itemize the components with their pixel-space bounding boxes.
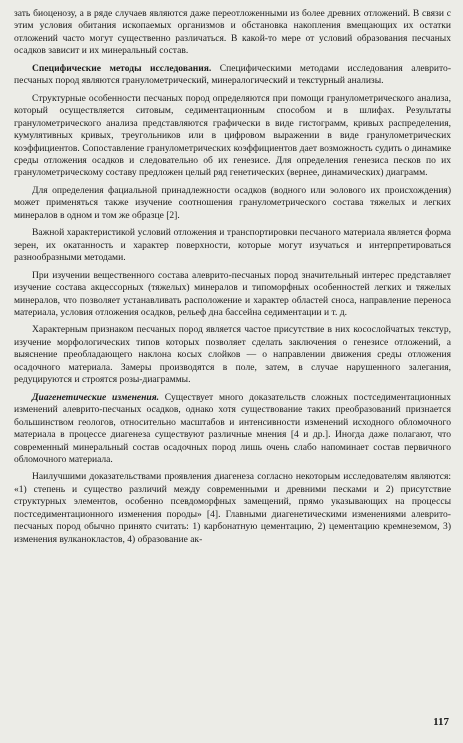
paragraph-cross-bedding: Характерным признаком песчаных пород является частое присутствие в них косослойчатых текстур, изучение морфологических типов которых позволяет сделать заключения о генезисе отложений, а выяснение преобладающего наклона косых слойков — о направлении движения среды отложения осадочного материала. Замеры производятся в поле, затем, в случае нарушенного залегания, редуцируются и строятся розы-диаграммы. — [14, 324, 451, 386]
paragraph-diagenetic-changes — [14, 392, 451, 467]
paragraph-mineral-composition: При изучении вещественного состава алеврито-песчаных пород значительный интерес представляет изучение состава акцессорных (тяжелых) минералов и типоморфных особенностей легких и тяжелых минералов, что позволяет устанавливать расположение и характер областей сноса, направление переноса материала, условия отложения осадков, рельеф дна бассейна седиментации и т. д. — [14, 269, 451, 318]
paragraph-grain-shape: Важной характеристикой условий отложения и транспортировки песчаного материала является форма зерен, их окатанность и характер поверхности, которые могут изучаться и интерпретироваться разнообразными методами. — [14, 227, 451, 264]
paragraph-continuation: зать биоценозу, а в ряде случаев являются даже переотложенными из более древних отложений. В связи с этим условия обитания ископаемых организмов и обстановка накопления вмещающих их остатки отложений часто могут существенно различаться. В какой-то мере от условий образования песчаных осадков зависит и их минеральный состав. — [14, 8, 451, 57]
paragraph-facies: Для определения фациальной принадлежности осадков (водного или эолового их происхождения) может применяться также изучение соотношения гранулометрического состава тяжелых и легких минералов в одном и том же образце [2]. — [14, 184, 451, 221]
paragraph-text: Существует много доказательств сложных постседиментационных изменений алеврито-песчаных осадков, однако хотя существование таких преобразований признается большинством геологов, относительно масштабов и интенсивности изменений исходного обломочного материала в процессе диагенеза существуют различные мнения [4 и др.]. Иногда даже полагают, что современный минеральный состав осадочных пород лишь очень слабо напоминает состав первичного обломочного материала. — [14, 391, 451, 465]
paragraph-text: Специфическими методами исследования алеврито-песчаных пород являются гранулометрический, минералогический и текстурный анализы. — [14, 62, 451, 87]
section-heading-specific-methods: Специфические методы исследования. — [32, 62, 212, 74]
paragraph-granulometry: Структурные особенности песчаных пород определяются при помощи гранулометрического анализа, который осуществляется ситовым, седиментационным способом и в шлифах. Результаты гранулометрического анализа представляются графически в виде гистограмм, кривых распределения, кумулятивных кривых, треугольников или в цифровом выражении в виде гранулометрических коэффициентов. Сопоставление гранулометрических коэффициентов дает возможность судить о динамике среды отложения осадков и следовательно об их генезисе. Для определения генезиса песков по их гранулометрическому составу предложен целый ряд генетических (вернее, динамических) диаграмм. — [14, 92, 451, 179]
paragraph-specific-methods — [14, 63, 451, 88]
paragraph-diagenesis-evidence: Наилучшими доказательствами проявления диагенеза согласно некоторым исследователям являются: «1) степень и существо различий между современными и древними песками и 2) присутствие структурных элементов, особенно псевдоморфных замещений, прямо указывающих на процессы постседиментационного изменения породы» [4]. Главными диагенетическими изменениями алеврито-песчаных пород обычно принято считать: 1) карбонатную цементацию, 2) цементацию кремнеземом, 3) изменения вулканокластов, 4) образование ак- — [14, 471, 451, 545]
page-number: 117 — [433, 716, 449, 728]
section-heading-diagenetic-changes: Диагенетические изменения. — [32, 391, 160, 403]
